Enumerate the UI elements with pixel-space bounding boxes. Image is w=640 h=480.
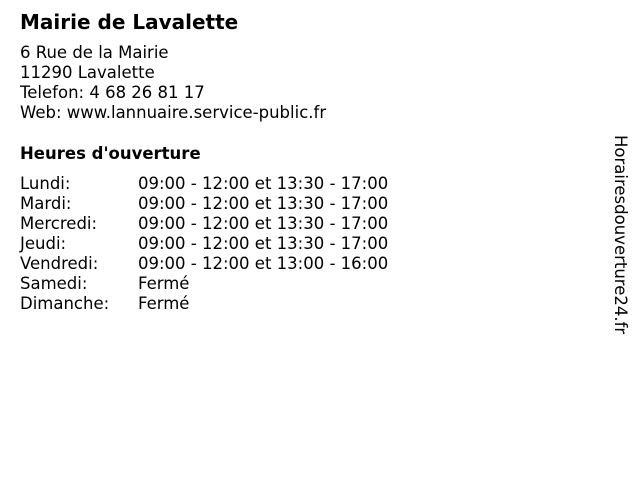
hours-row-sunday [20,294,388,314]
hours-row-friday [20,254,388,274]
day-label: Samedi: [20,274,88,293]
address-street: 6 Rue de la Mairie [20,43,169,62]
time-value: 09:00 - 12:00 et 13:00 - 16:00 [138,254,389,273]
day-label: Vendredi: [20,254,99,273]
site-watermark: Horairesdouverture24.fr [611,135,630,335]
hours-row-thursday [20,234,388,254]
time-value: 09:00 - 12:00 et 13:30 - 17:00 [138,234,389,253]
hours-table [20,174,388,314]
day-label: Jeudi: [20,234,67,253]
website: Web: www.lannuaire.service-public.fr [20,103,327,122]
day-label: Mardi: [20,194,72,213]
hours-heading: Heures d'ouverture [20,144,201,163]
hours-row-monday [20,174,388,194]
day-label: Dimanche: [20,294,110,313]
time-value: 09:00 - 12:00 et 13:30 - 17:00 [138,194,389,213]
hours-row-tuesday [20,194,388,214]
time-value: 09:00 - 12:00 et 13:30 - 17:00 [138,214,389,233]
address-city: 11290 Lavalette [20,63,155,82]
phone-number: Telefon: 4 68 26 81 17 [20,83,205,102]
page-title: Mairie de Lavalette [20,10,239,34]
hours-row-wednesday [20,214,388,234]
address-block [20,43,326,123]
time-value: Fermé [138,274,190,293]
time-value: Fermé [138,294,190,313]
time-value: 09:00 - 12:00 et 13:30 - 17:00 [138,174,389,193]
day-label: Mercredi: [20,214,98,233]
day-label: Lundi: [20,174,71,193]
hours-row-saturday [20,274,388,294]
